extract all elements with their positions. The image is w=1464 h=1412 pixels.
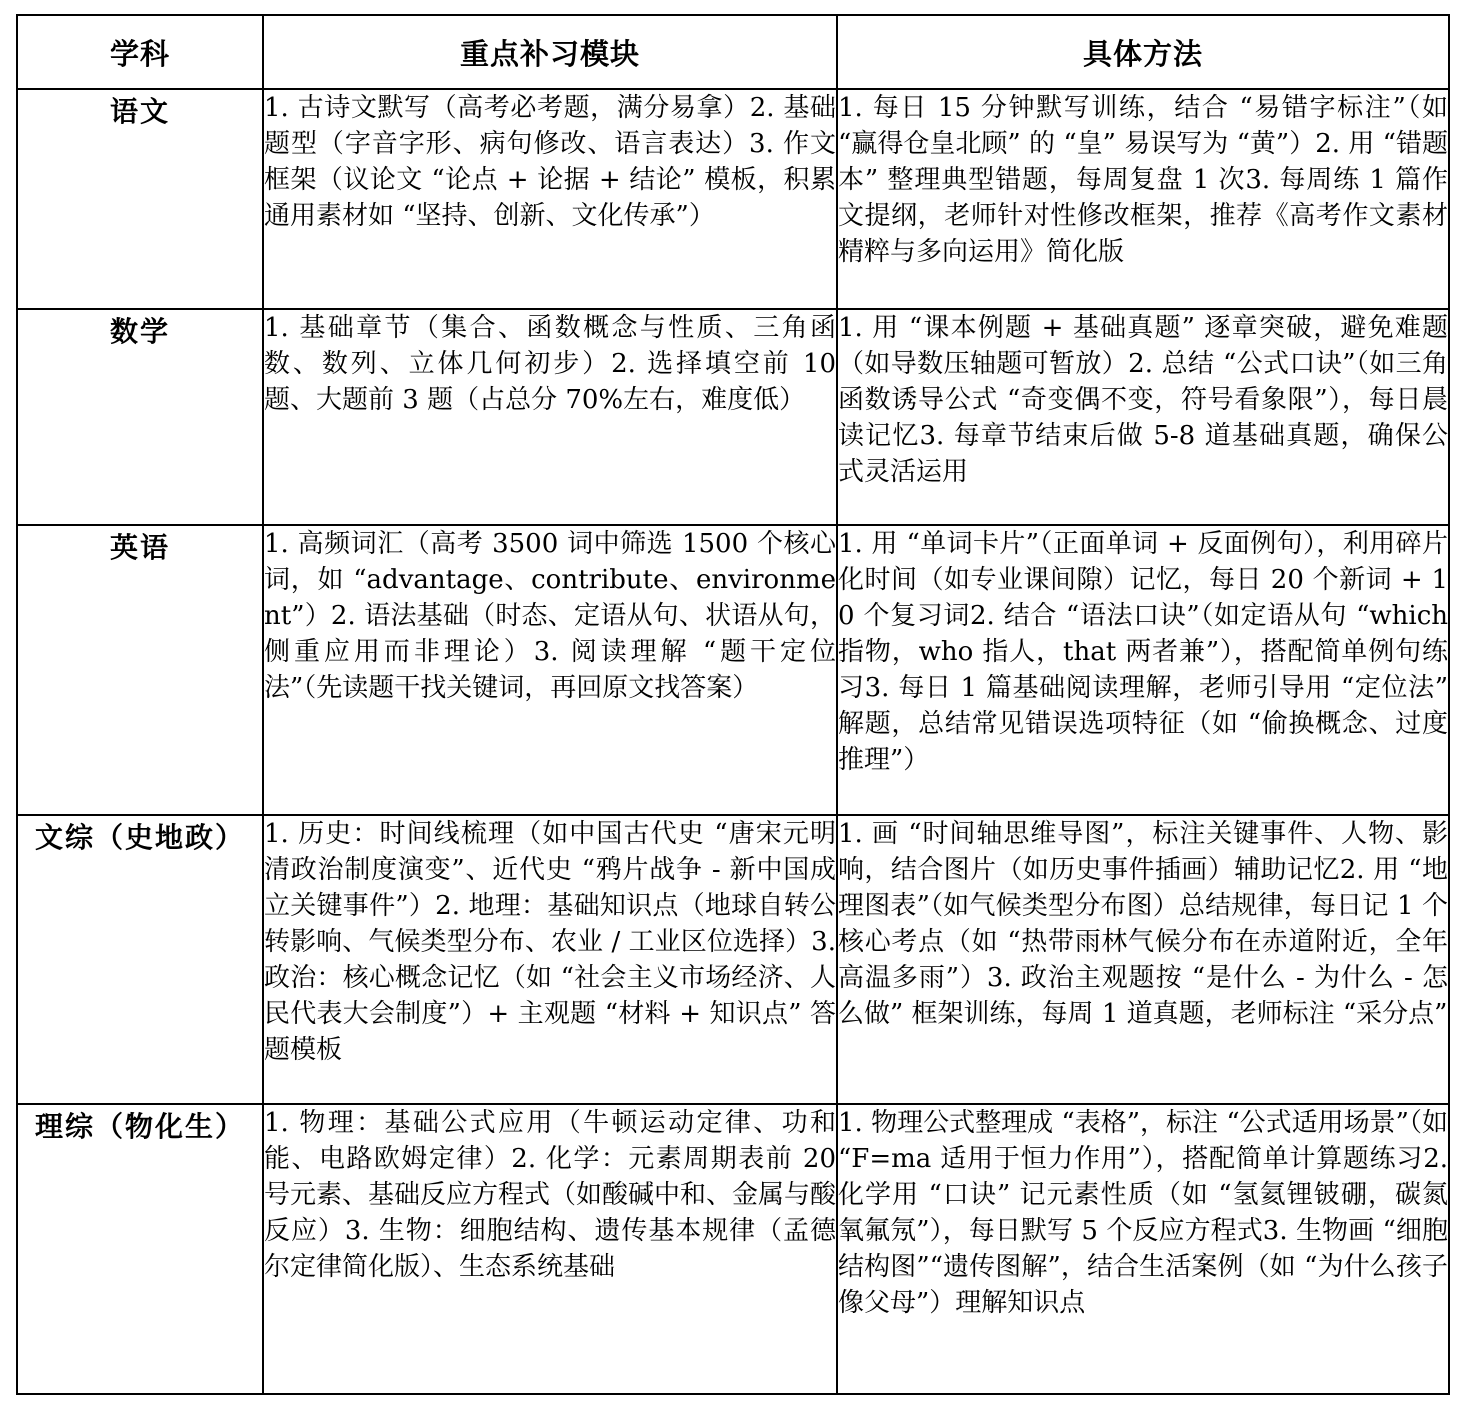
header-subject: 学科 bbox=[17, 15, 263, 89]
subject-cell: 理综（物化生） bbox=[17, 1104, 263, 1394]
module-cell: 1. 历史：时间线梳理（如中国古代史 “唐宋元明清政治制度演变”、近代史 “鸦片战争 - 新中国成立关键事件”）2. 地理：基础知识点（地球自转公转影响、气候类型分布、农业 / 工业区位选择）3. 政治：核心概念记忆（如 “社会主义市场经济、人民代表大会制度”）+ 主观题 “材料 + 知识点” 答题模板 bbox=[263, 815, 837, 1104]
subject-cell: 文综（史地政） bbox=[17, 815, 263, 1104]
table-row bbox=[17, 1104, 1449, 1394]
header-module: 重点补习模块 bbox=[263, 15, 837, 89]
module-cell: 1. 物理：基础公式应用（牛顿运动定律、功和能、电路欧姆定律）2. 化学：元素周期表前 20 号元素、基础反应方程式（如酸碱中和、金属与酸反应）3. 生物：细胞结构、遗传基本规律（孟德尔定律简化版）、生态系统基础 bbox=[263, 1104, 837, 1394]
table-row bbox=[17, 309, 1449, 525]
table-row bbox=[17, 815, 1449, 1104]
table-row bbox=[17, 525, 1449, 815]
study-plan-table bbox=[16, 14, 1450, 1395]
subject-cell: 英语 bbox=[17, 525, 263, 815]
header-method: 具体方法 bbox=[837, 15, 1449, 89]
method-cell: 1. 画 “时间轴思维导图”，标注关键事件、人物、影响，结合图片（如历史事件插画）辅助记忆2. 用 “地理图表”（如气候类型分布图）总结规律，每日记 1 个核心考点（如 “热带雨林气候分布在赤道附近，全年高温多雨”）3. 政治主观题按 “是什么 - 为什么 - 怎么做” 框架训练，每周 1 道真题，老师标注 “采分点” bbox=[837, 815, 1449, 1104]
module-cell: 1. 基础章节（集合、函数概念与性质、三角函数、数列、立体几何初步）2. 选择填空前 10 题、大题前 3 题（占总分 70%左右，难度低） bbox=[263, 309, 837, 525]
method-cell: 1. 每日 15 分钟默写训练，结合 “易错字标注”（如 “赢得仓皇北顾” 的 “皇” 易误写为 “黄”）2. 用 “错题本” 整理典型错题，每周复盘 1 次3. 每周练 1 篇作文提纲，老师针对性修改框架，推荐《高考作文素材精粹与多向运用》简化版 bbox=[837, 89, 1449, 309]
method-cell: 1. 物理公式整理成 “表格”，标注 “公式适用场景”（如 “F=ma 适用于恒力作用”），搭配简单计算题练习2. 化学用 “口诀” 记元素性质（如 “氢氦锂铍硼，碳氮氧氟氖”），每日默写 5 个反应方程式3. 生物画 “细胞结构图”“遗传图解”，结合生活案例（如 “为什么孩子像父母”）理解知识点 bbox=[837, 1104, 1449, 1394]
subject-cell: 数学 bbox=[17, 309, 263, 525]
subject-cell: 语文 bbox=[17, 89, 263, 309]
table-header-row bbox=[17, 15, 1449, 89]
method-cell: 1. 用 “单词卡片”（正面单词 + 反面例句），利用碎片化时间（如专业课间隙）记忆，每日 20 个新词 + 10 个复习词2. 结合 “语法口诀”（如定语从句 “which 指物，who 指人，that 两者兼”），搭配简单例句练习3. 每日 1 篇基础阅读理解，老师引导用 “定位法” 解题，总结常见错误选项特征（如 “偷换概念、过度推理”） bbox=[837, 525, 1449, 815]
module-cell: 1. 高频词汇（高考 3500 词中筛选 1500 个核心词，如 “advantage、contribute、environment”）2. 语法基础（时态、定语从句、状语从句，侧重应用而非理论）3. 阅读理解 “题干定位法”（先读题干找关键词，再回原文找答案） bbox=[263, 525, 837, 815]
table-row bbox=[17, 89, 1449, 309]
method-cell: 1. 用 “课本例题 + 基础真题” 逐章突破，避免难题（如导数压轴题可暂放）2. 总结 “公式口诀”（如三角函数诱导公式 “奇变偶不变，符号看象限”），每日晨读记忆3. 每章节结束后做 5-8 道基础真题，确保公式灵活运用 bbox=[837, 309, 1449, 525]
module-cell: 1. 古诗文默写（高考必考题，满分易拿）2. 基础题型（字音字形、病句修改、语言表达）3. 作文框架（议论文 “论点 + 论据 + 结论” 模板，积累通用素材如 “坚持、创新、文化传承”） bbox=[263, 89, 837, 309]
